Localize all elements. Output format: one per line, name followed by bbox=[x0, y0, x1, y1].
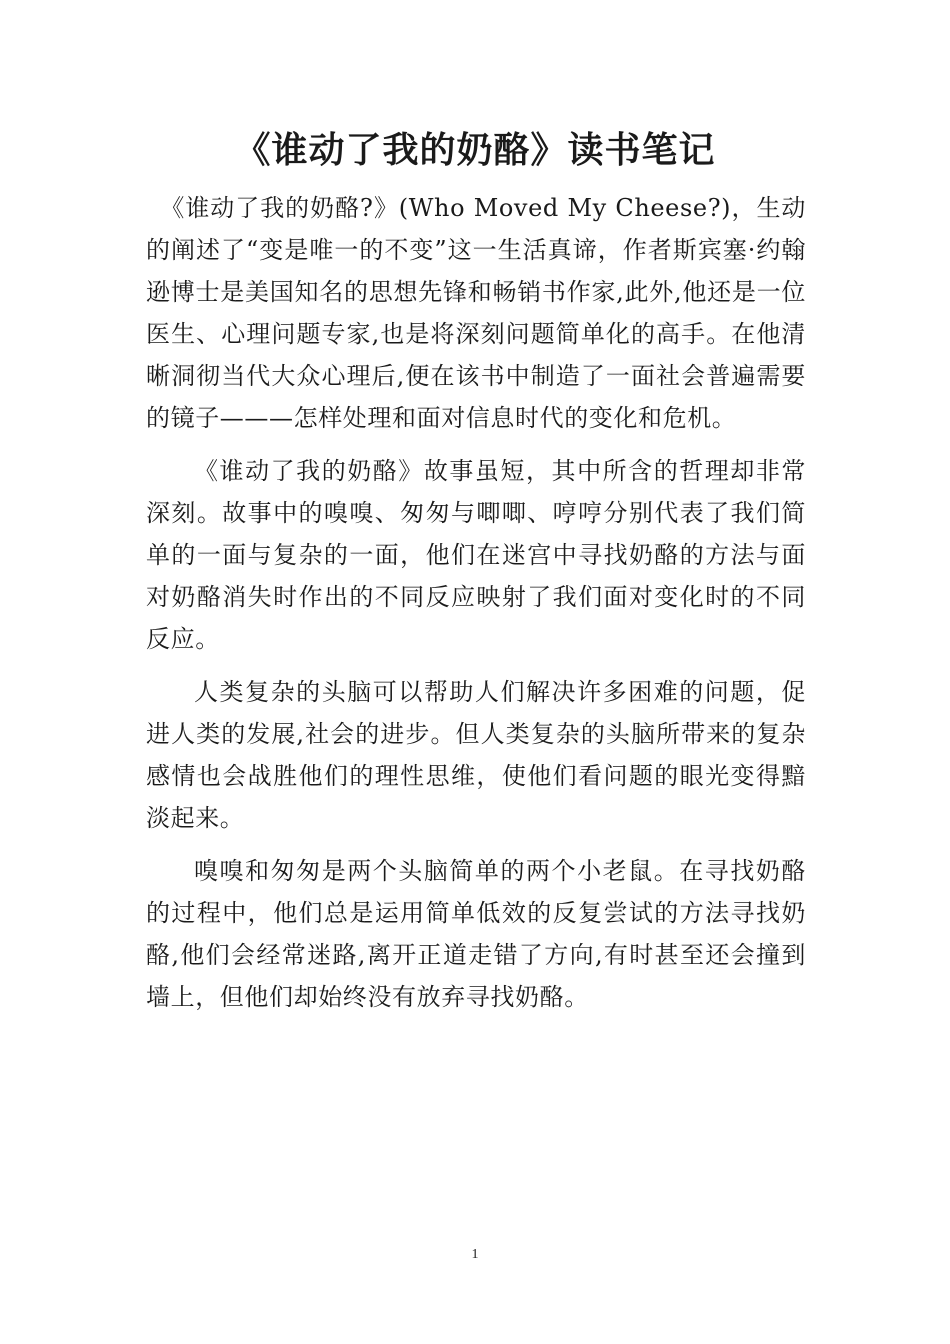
paragraph-3: 人类复杂的头脑可以帮助人们解决许多困难的问题，促进人类的发展,社会的进步。但人类复杂的头脑所带来的复杂感情也会战胜他们的理性思维，使他们看问题的眼光变得黯淡起来。 bbox=[146, 678, 806, 832]
paragraph-2: 《谁动了我的奶酪》故事虽短，其中所含的哲理却非常深刻。故事中的嗅嗅、匆匆与唧唧、哼哼分别代表了我们简单的一面与复杂的一面，他们在迷宫中寻找奶酪的方法与面对奶酪消失时作出的不同反应映射了我们面对变化时的不同反应。 bbox=[146, 457, 806, 653]
page-number: 1 bbox=[471, 1247, 479, 1262]
document-body bbox=[146, 187, 806, 1029]
document-title: 《谁动了我的奶酪》读书笔记 bbox=[234, 129, 716, 171]
paragraph-1: 《谁动了我的奶酪?》(Who Moved My Cheese?)，生动的阐述了“变是唯一的不变”这一生活真谛，作者斯宾塞·约翰逊博士是美国知名的思想先锋和畅销书作家,此外,他还是一位医生、心理问题专家,也是将深刻问题简单化的高手。在他清晰洞彻当代大众心理后,便在该书中制造了一面社会普遍需要的镜子———怎样处理和面对信息时代的变化和危机。 bbox=[146, 194, 806, 432]
paragraph-4: 嗅嗅和匆匆是两个头脑简单的两个小老鼠。在寻找奶酪的过程中，他们总是运用简单低效的反复尝试的方法寻找奶酪,他们会经常迷路,离开正道走错了方向,有时甚至还会撞到墙上，但他们却始终没有放弃寻找奶酪。 bbox=[146, 857, 806, 1011]
